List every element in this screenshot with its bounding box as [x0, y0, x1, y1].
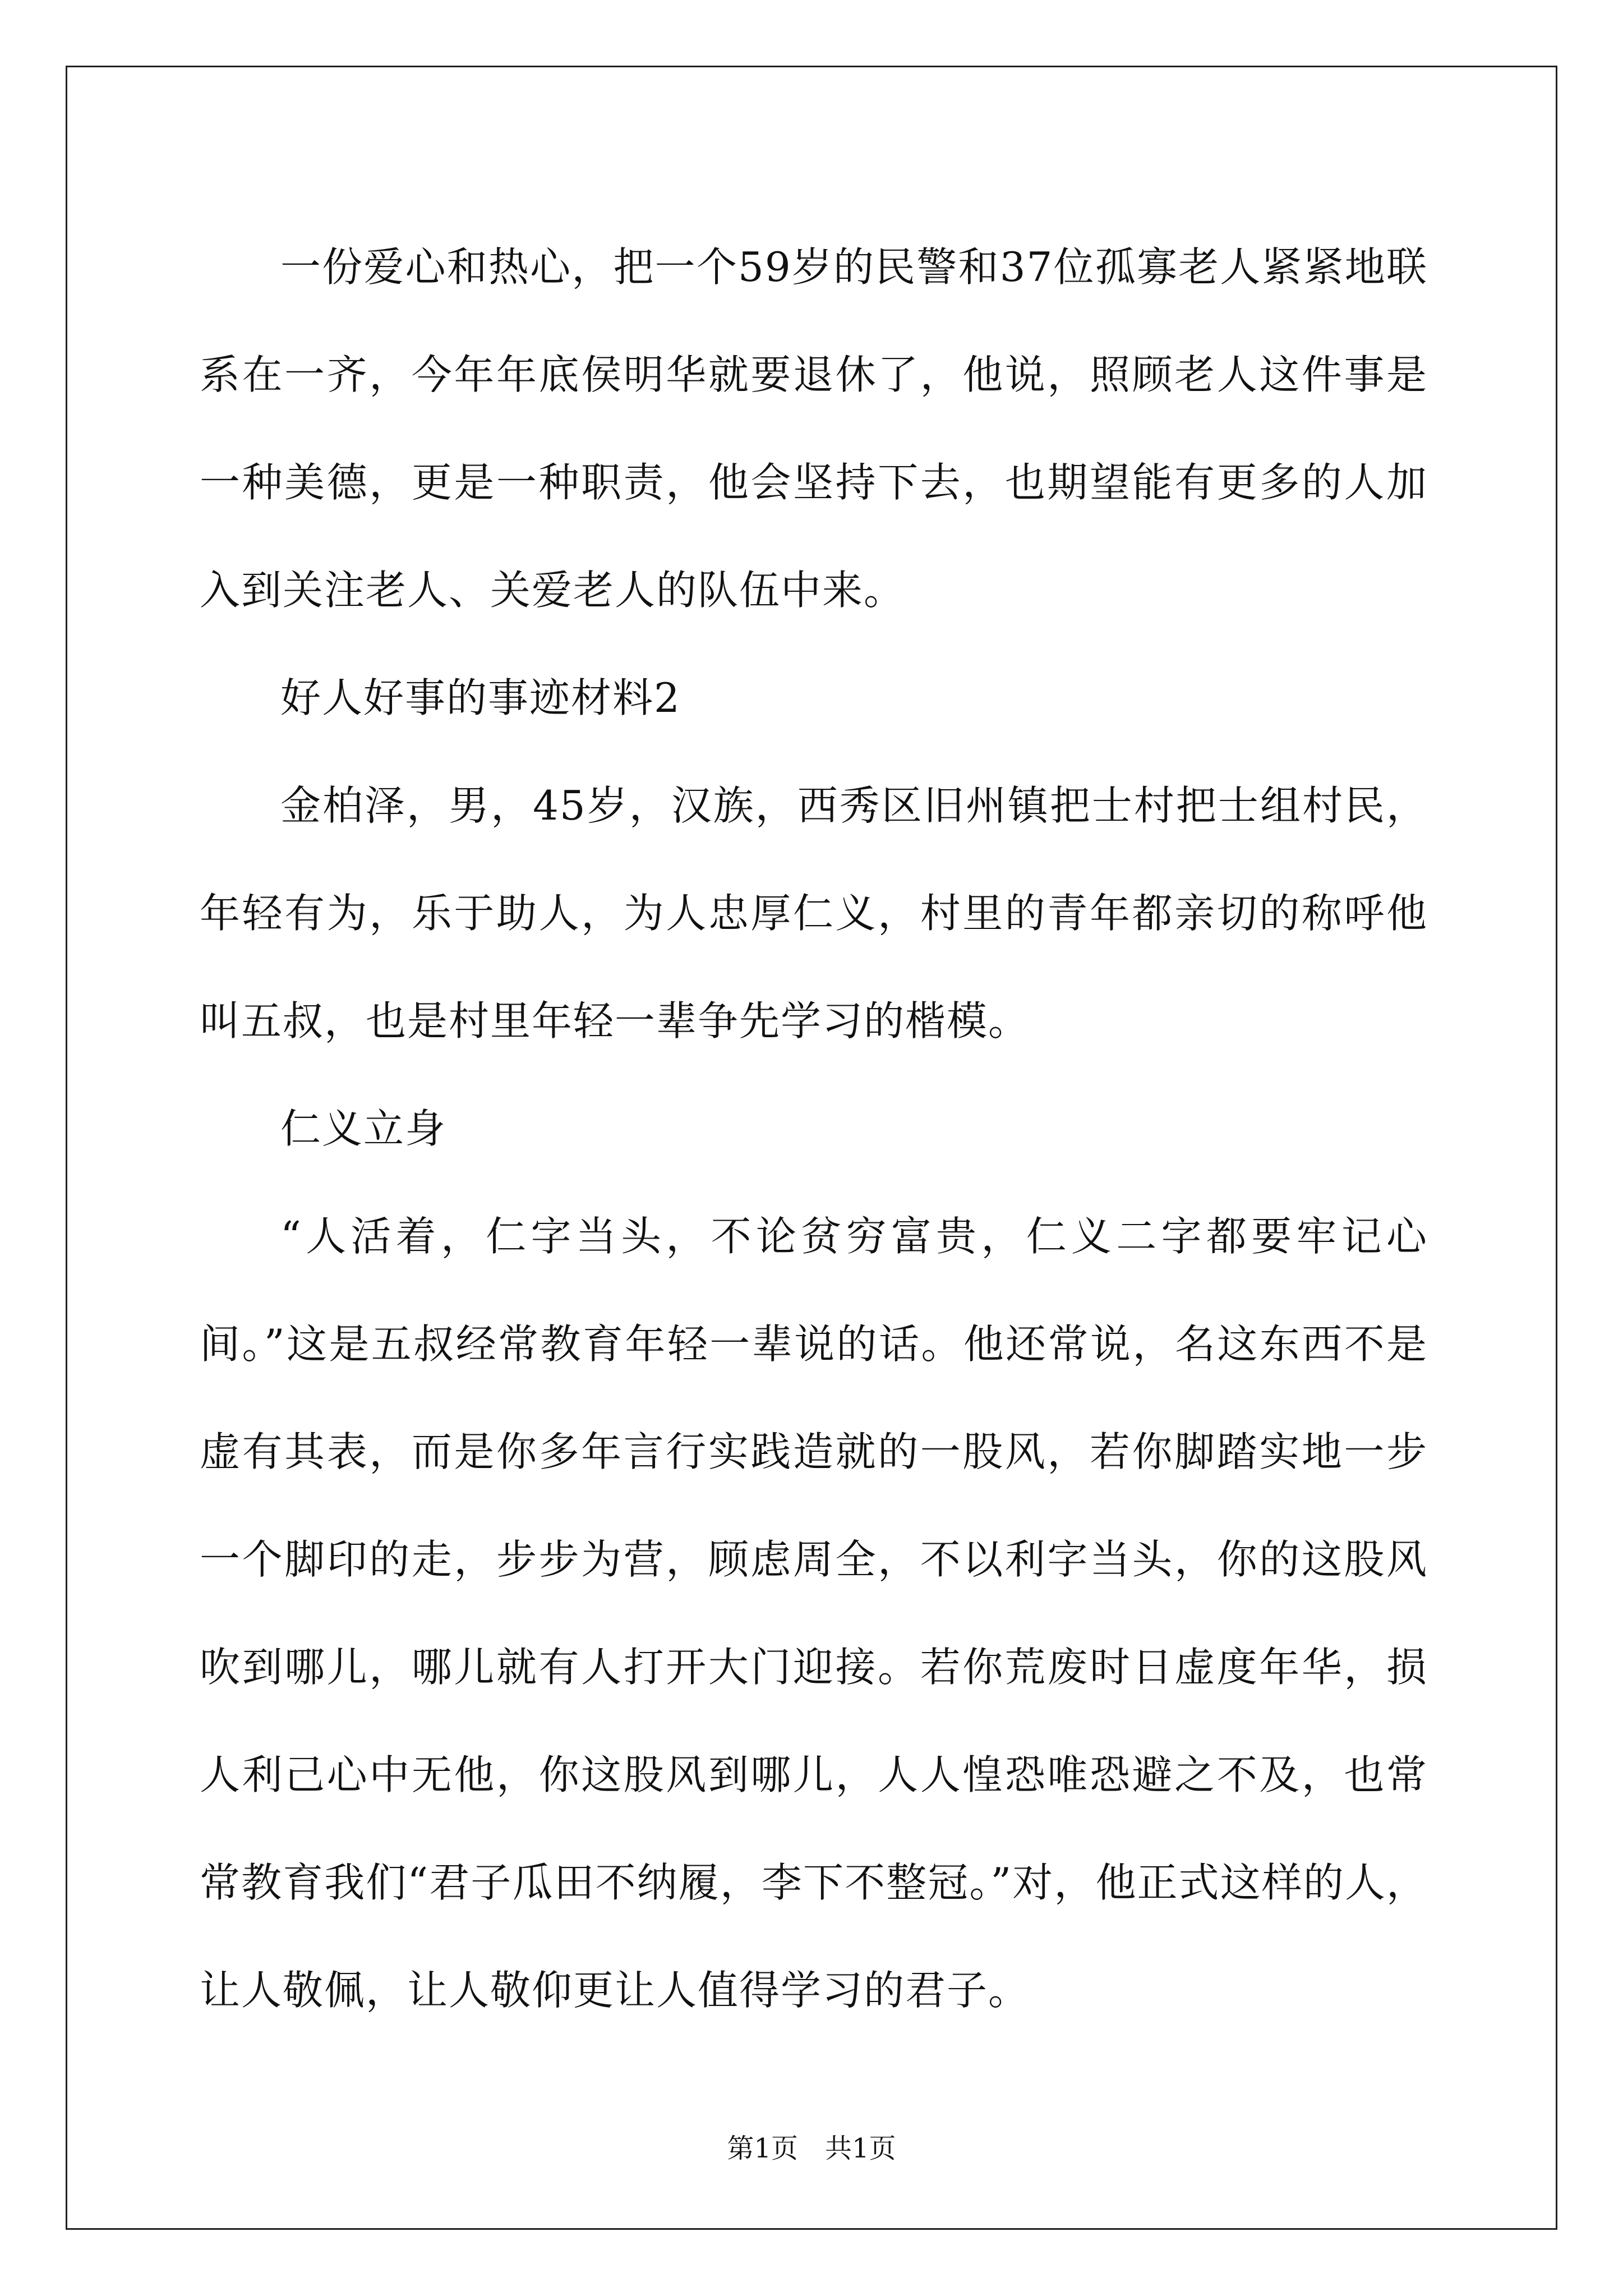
- page-footer: [0, 2132, 1623, 2165]
- paragraph-intro-ending: 一份爱心和热心，把一个59岁的民警和37位孤寡老人紧紧地联系在一齐，今年年底侯明华就要退休了，他说，照顾老人这件事是一种美德，更是一种职责，他会坚持下去，也期望能有更多的人加入到关注老人、关爱老人的队伍中来。: [200, 243, 1428, 614]
- page-number-current: 第1页: [727, 2133, 798, 2164]
- document-body: [200, 213, 1428, 2044]
- section-heading-material-2: 好人好事的事迹材料2: [280, 674, 681, 721]
- section-heading-renyi: 仁义立身: [280, 1105, 447, 1152]
- page-number-total: 共1页: [825, 2133, 896, 2164]
- paragraph-quote: “人活着，仁字当头，不论贫穷富贵，仁义二字都要牢记心间。”这是五叔经常教育年轻一辈说的话。他还常说，名这东西不是虚有其表，而是你多年言行实践造就的一股风，若你脚踏实地一步一个脚印的走，步步为营，顾虑周全，不以利字当头，你的这股风吹到哪儿，哪儿就有人打开大门迎接。若你荒废时日虚度年华，损人利己心中无他，你这股风到哪儿，人人惶恐唯恐避之不及，也常常教育我们“君子瓜田不纳履，李下不整冠。”对，他正式这样的人，让人敬佩，让人敬仰更让人值得学习的君子。: [200, 1213, 1428, 2014]
- paragraph-profile: 金柏泽，男，45岁，汉族，西秀区旧州镇把士村把士组村民，年轻有为，乐于助人，为人忠厚仁义，村里的青年都亲切的称呼他叫五叔，也是村里年轻一辈争先学习的楷模。: [200, 782, 1428, 1045]
